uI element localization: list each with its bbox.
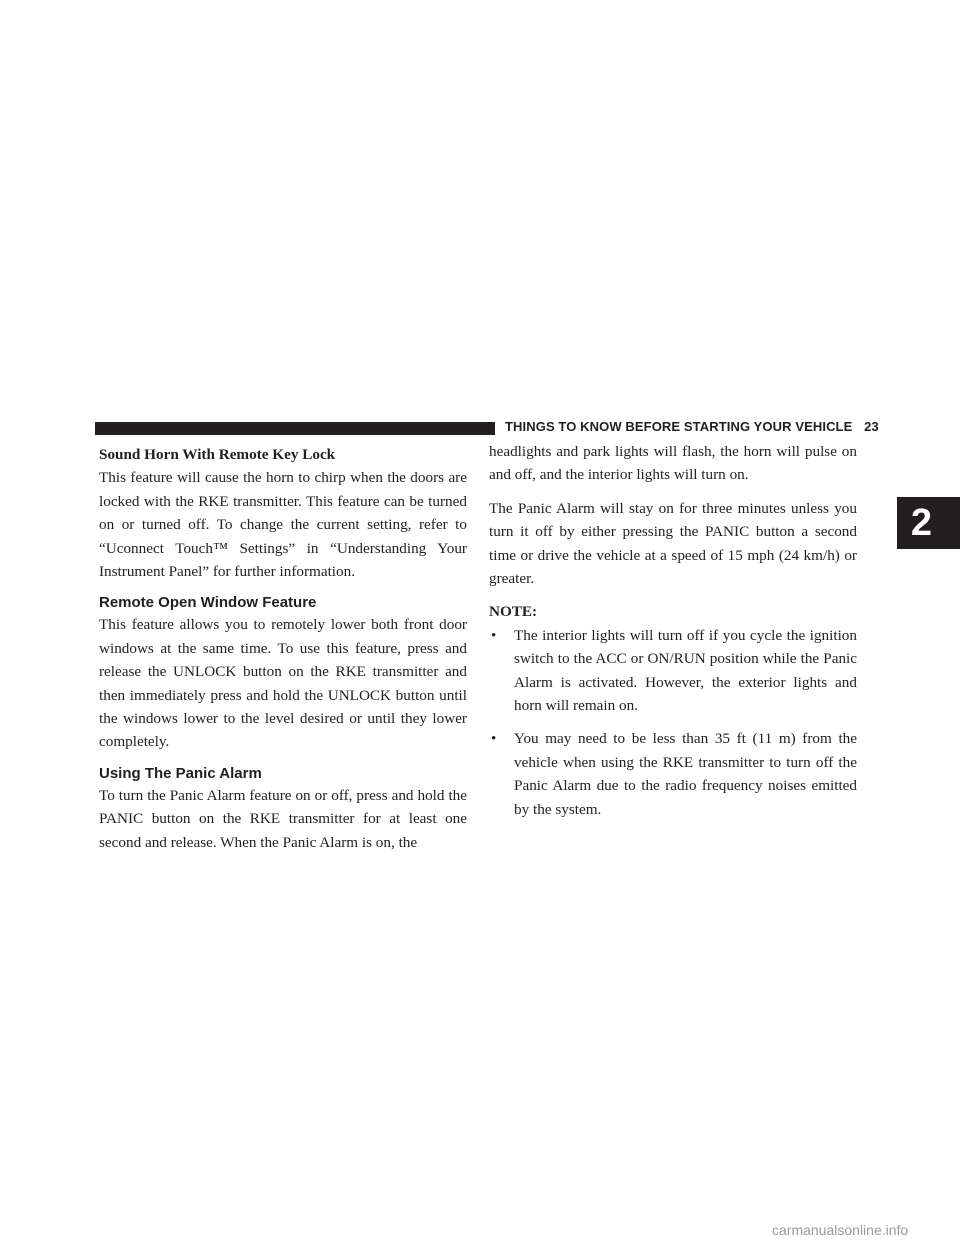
body-sound-horn: This feature will cause the horn to chirp when the doors are locked with the RKE transmitter. This feature can be turned on or turned off. To change the current setting, refer to “Uconnect Touch™ Settings” in “Understanding Your Instrument Panel” for further information. <box>99 469 467 581</box>
left-column <box>99 440 467 854</box>
heading-remote-open-window: Remote Open Window Feature <box>99 594 317 612</box>
heading-sound-horn: Sound Horn With Remote Key Lock <box>99 446 336 463</box>
body-panic-alarm-duration: The Panic Alarm will stay on for three minutes unless you turn it off by either pressing the PANIC button a second time or drive the vehicle at a speed of 15 mph (24 km/h) or greater. <box>489 499 857 588</box>
bullet-icon: • <box>491 730 497 748</box>
note-label: NOTE: <box>489 603 538 621</box>
note-text: The interior lights will turn off if you cycle the ignition switch to the ACC or ON/RUN position while the Panic Alarm is activated. However, the exterior lights and horn will remain on. <box>514 626 857 715</box>
header-section-title: THINGS TO KNOW BEFORE STARTING YOUR VEHICLE <box>505 419 853 434</box>
body-panic-alarm-continued: headlights and park lights will flash, the horn will pulse on and off, and the interior lights will turn on. <box>489 443 857 484</box>
right-column <box>489 440 857 821</box>
note-text: You may need to be less than 35 ft (11 m) from the vehicle when using the RKE transmitter to turn off the Panic Alarm due to the radio frequency noises emitted by the system. <box>514 730 857 818</box>
header-rule <box>95 422 495 435</box>
note-list <box>489 624 857 821</box>
running-header <box>505 419 879 434</box>
site-watermark: carmanualsonline.info <box>772 1222 909 1238</box>
note-item <box>489 624 857 718</box>
page-number: 23 <box>864 419 879 434</box>
body-panic-alarm: To turn the Panic Alarm feature on or off, press and hold the PANIC button on the RKE transmitter for at least one second and release. When the Panic Alarm is on, the <box>99 786 467 851</box>
body-remote-open-window: This feature allows you to remotely lower both front door windows at the same time. To use this feature, press and release the UNLOCK button on the RKE transmitter and then immediately press and hold the UNLOCK button until the windows lower to the level desired or until they lower completely. <box>99 616 467 751</box>
chapter-tab: 2 <box>897 497 960 549</box>
note-item <box>489 727 857 821</box>
bullet-icon: • <box>491 626 497 644</box>
heading-panic-alarm: Using The Panic Alarm <box>99 764 262 782</box>
